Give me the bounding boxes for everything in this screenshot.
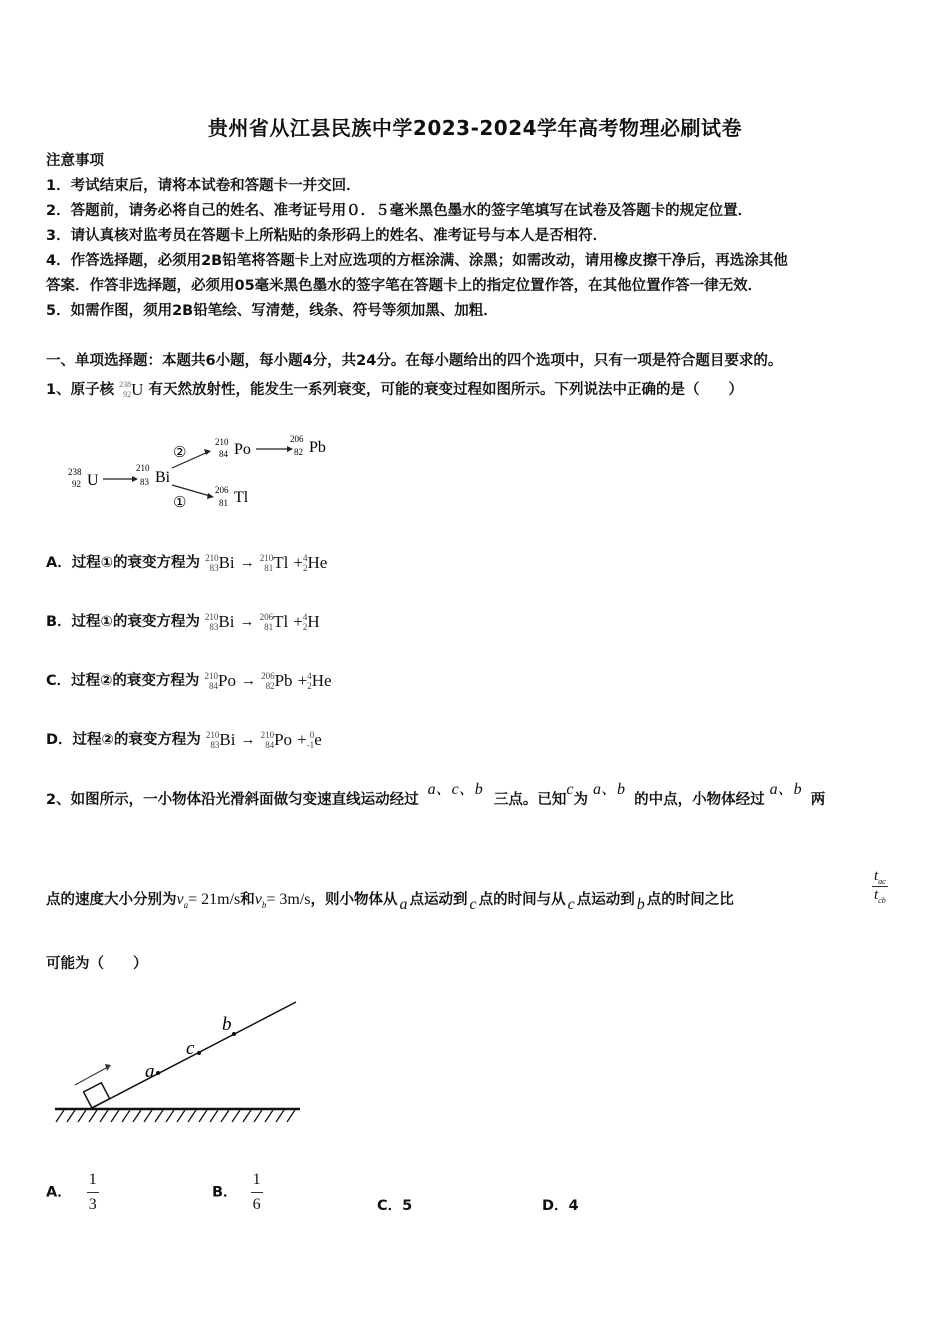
- q2-text: 点运动到: [409, 892, 468, 908]
- element-symbol: Tl: [273, 612, 289, 631]
- mass-number: 210: [204, 612, 219, 622]
- operator: +: [293, 553, 304, 572]
- atomic-number: 92: [123, 390, 132, 399]
- mass-number: 4: [302, 612, 308, 622]
- atomic-number: 2: [303, 563, 308, 573]
- arrow-head: [207, 493, 214, 499]
- bi-mass: 210: [136, 463, 150, 473]
- option-label: A．: [46, 1184, 72, 1201]
- q2-option-b[interactable]: [212, 1170, 263, 1215]
- q1-option-c[interactable]: [46, 671, 332, 691]
- option-label: D．: [542, 1198, 569, 1214]
- mass-number: 4: [303, 553, 308, 563]
- fraction-denominator: 6: [251, 1192, 263, 1215]
- q2-point-a: a: [399, 896, 408, 913]
- option-label: A．过程①的衰变方程为: [46, 555, 200, 571]
- q2-point-c: c: [566, 781, 574, 798]
- option-label: B．过程①的衰变方程为: [46, 614, 200, 630]
- atomic-number: 82: [265, 681, 275, 691]
- tl-mass: 206: [215, 485, 229, 495]
- question-1-suffix: 有天然放射性，能发生一系列衰变，可能的衰变过程如图所示。下列说法中正确的是（ ）: [148, 382, 743, 398]
- section-heading: 一、单项选择题：本题共6小题，每小题4分，共24分。在每小题给出的四个选项中，只有一项是符合题目要求的。: [46, 353, 783, 369]
- q1-option-d[interactable]: [46, 730, 322, 750]
- path-2-label: ②: [173, 445, 187, 461]
- mass-number: 206: [259, 612, 274, 622]
- option-label: C．过程②的衰变方程为: [46, 673, 200, 689]
- element-symbol: Pb: [274, 671, 293, 690]
- point-a-dot: [156, 1071, 160, 1075]
- operator: →: [241, 673, 257, 689]
- incline-figure: [50, 990, 310, 1130]
- element-symbol: Tl: [273, 553, 289, 572]
- q2-point-c: c: [567, 896, 575, 913]
- element-symbol: Po: [274, 730, 293, 749]
- option-label: B．: [212, 1184, 238, 1201]
- atomic-number: 83: [210, 740, 220, 750]
- atomic-number: 81: [264, 622, 274, 632]
- u-charge: 92: [72, 479, 81, 489]
- decay-chain-diagram: [60, 430, 350, 520]
- option-label: D．过程②的衰变方程为: [46, 732, 201, 748]
- atomic-number: 84: [208, 681, 218, 691]
- q2-text: 2、如图所示，一小物体沿光滑斜面做匀变速直线运动经过: [46, 792, 419, 808]
- q1-option-a[interactable]: [46, 553, 327, 573]
- fraction-numerator: 1: [88, 1171, 97, 1188]
- q2-text: 的中点，小物体经过: [634, 792, 765, 808]
- mass-number: 210: [259, 553, 274, 563]
- q2-text: ，则小物体从: [310, 892, 398, 908]
- notice-item: 3．请认真核对监考员在答题卡上所粘贴的条形码上的姓名、准考证号与本人是否相符．: [46, 228, 608, 244]
- atomic-number: 83: [209, 622, 219, 632]
- atomic-number: 2: [302, 622, 308, 632]
- q2-option-c[interactable]: [377, 1196, 412, 1216]
- q2-text: 和: [240, 892, 255, 908]
- path-1-label: ①: [173, 495, 187, 511]
- point-b-label: b: [222, 1014, 232, 1035]
- q2-text: 三点。已知: [493, 792, 567, 808]
- notice-item: 2．答题前，请务必将自己的姓名、准考证号用０．５毫米黑色墨水的签字笔填写在试卷及答题卡的规定位置．: [46, 203, 753, 219]
- ratio-denominator-sub: cb: [878, 896, 886, 905]
- question-2-line-2: 点的速度大小分别为$v_a= 21m/s$和$v_b= 3m/s$，则小物体从 a 点运动到 c 点的时间与从 c 点运动到 b 点的时间之比: [46, 891, 734, 913]
- operator: →: [240, 732, 256, 748]
- velocity-a: = 21m/s: [188, 891, 241, 908]
- operator: +: [293, 612, 303, 631]
- mass-number: 0: [309, 730, 315, 740]
- pb-mass: 206: [290, 434, 304, 444]
- ratio-numerator: t: [874, 868, 879, 884]
- nuclide-u238: [119, 380, 143, 400]
- q2-option-a[interactable]: [46, 1170, 99, 1215]
- point-b-dot: [232, 1032, 236, 1036]
- arrow-head: [204, 449, 211, 455]
- fraction-denominator: 3: [87, 1192, 99, 1215]
- point-c-label: c: [186, 1038, 195, 1059]
- atomic-number: -1: [306, 740, 315, 750]
- notice-heading: 注意事项: [46, 153, 104, 169]
- tl-symbol: Tl: [234, 489, 249, 506]
- ratio-numerator-sub: ac: [878, 877, 886, 886]
- element-symbol: H: [307, 612, 320, 631]
- block: [84, 1083, 110, 1108]
- element-symbol: Bi: [219, 730, 236, 749]
- po-charge: 84: [219, 449, 228, 459]
- q2-text: 两: [810, 792, 826, 808]
- q2-option-d[interactable]: [542, 1196, 579, 1216]
- fraction-numerator: 1: [252, 1171, 261, 1188]
- pb-symbol: Pb: [309, 439, 326, 456]
- option-value: 5: [402, 1198, 413, 1214]
- mass-number: 206: [261, 671, 275, 681]
- element-symbol: Po: [217, 671, 236, 690]
- notice-item: 5．如需作图，须用2B铅笔绘、写清楚，线条、符号等须加黑、加粗．: [46, 303, 498, 319]
- operator: →: [239, 555, 255, 571]
- mass-number: 238: [119, 380, 132, 389]
- q2-text: 为: [573, 792, 588, 808]
- po-symbol: Po: [234, 441, 251, 458]
- q2-text: 点的时间之比: [646, 892, 734, 908]
- atomic-number: 83: [209, 563, 219, 573]
- option-value: 4: [568, 1198, 579, 1214]
- q2-points-acb: a、c、b: [427, 781, 483, 798]
- q2-points-ab: a、b: [593, 781, 626, 798]
- arrow-head: [287, 446, 293, 452]
- q2-points-ab: a、b: [769, 781, 802, 798]
- element-symbol: He: [311, 671, 332, 690]
- element-symbol: e: [314, 730, 322, 749]
- ground-hatching: [56, 1110, 295, 1122]
- mass-number: 4: [307, 671, 312, 681]
- page-title: 贵州省从江县民族中学2023-2024学年高考物理必刷试卷: [207, 116, 743, 140]
- point-a-label: a: [145, 1061, 155, 1082]
- tl-charge: 81: [219, 498, 228, 508]
- mass-number: 210: [260, 730, 275, 740]
- mass-number: 210: [205, 730, 220, 740]
- q2-text: 点运动到: [576, 892, 635, 908]
- atomic-number: 2: [307, 681, 312, 691]
- q1-option-b[interactable]: [46, 612, 320, 632]
- element-symbol: Bi: [218, 553, 235, 572]
- time-ratio-fraction: [872, 868, 888, 905]
- atomic-number: 81: [264, 563, 274, 573]
- option-label: C．: [377, 1198, 403, 1214]
- element-symbol: He: [307, 553, 328, 572]
- bi-symbol: Bi: [155, 469, 171, 486]
- q2-text: 点的时间与从: [478, 892, 566, 908]
- notice-item: 1．考试结束后，请将本试卷和答题卡一并交回．: [46, 178, 361, 194]
- q2-point-c: c: [469, 896, 477, 913]
- notice-item: 答案．作答非选择题，必须用05毫米黑色墨水的签字笔在答题卡上的指定位置作答，在其他位置作答一律无效．: [46, 278, 763, 294]
- mass-number: 210: [204, 671, 218, 681]
- q2-text: 点的速度大小分别为: [46, 892, 177, 908]
- operator: +: [297, 730, 307, 749]
- velocity-b: = 3m/s: [266, 891, 311, 908]
- operator: +: [297, 671, 308, 690]
- question-2-line-1: [46, 781, 826, 810]
- element-symbol: U: [131, 380, 144, 399]
- element-symbol: Bi: [218, 612, 235, 631]
- u-symbol: U: [87, 472, 99, 489]
- arrow-head: [132, 476, 138, 482]
- operator: →: [239, 614, 255, 630]
- po-mass: 210: [215, 437, 229, 447]
- arrow-head: [105, 1064, 111, 1071]
- question-2-line-3: 可能为（ ）: [46, 956, 148, 972]
- mass-number: 210: [205, 553, 219, 563]
- atomic-number: 84: [265, 740, 275, 750]
- q2-point-b: b: [636, 896, 645, 913]
- ratio-denominator: t: [874, 887, 879, 903]
- pb-charge: 82: [294, 447, 303, 457]
- bi-charge: 83: [140, 477, 149, 487]
- notice-item: 4．作答选择题，必须用2B铅笔将答题卡上对应选项的方框涂满、涂黑；如需改动，请用橡皮擦干净后，再选涂其他: [46, 253, 788, 269]
- question-1-prefix: 1、原子核: [46, 382, 115, 398]
- u-mass: 238: [68, 467, 82, 477]
- question-1-stem: [46, 380, 743, 400]
- point-c-dot: [197, 1051, 201, 1055]
